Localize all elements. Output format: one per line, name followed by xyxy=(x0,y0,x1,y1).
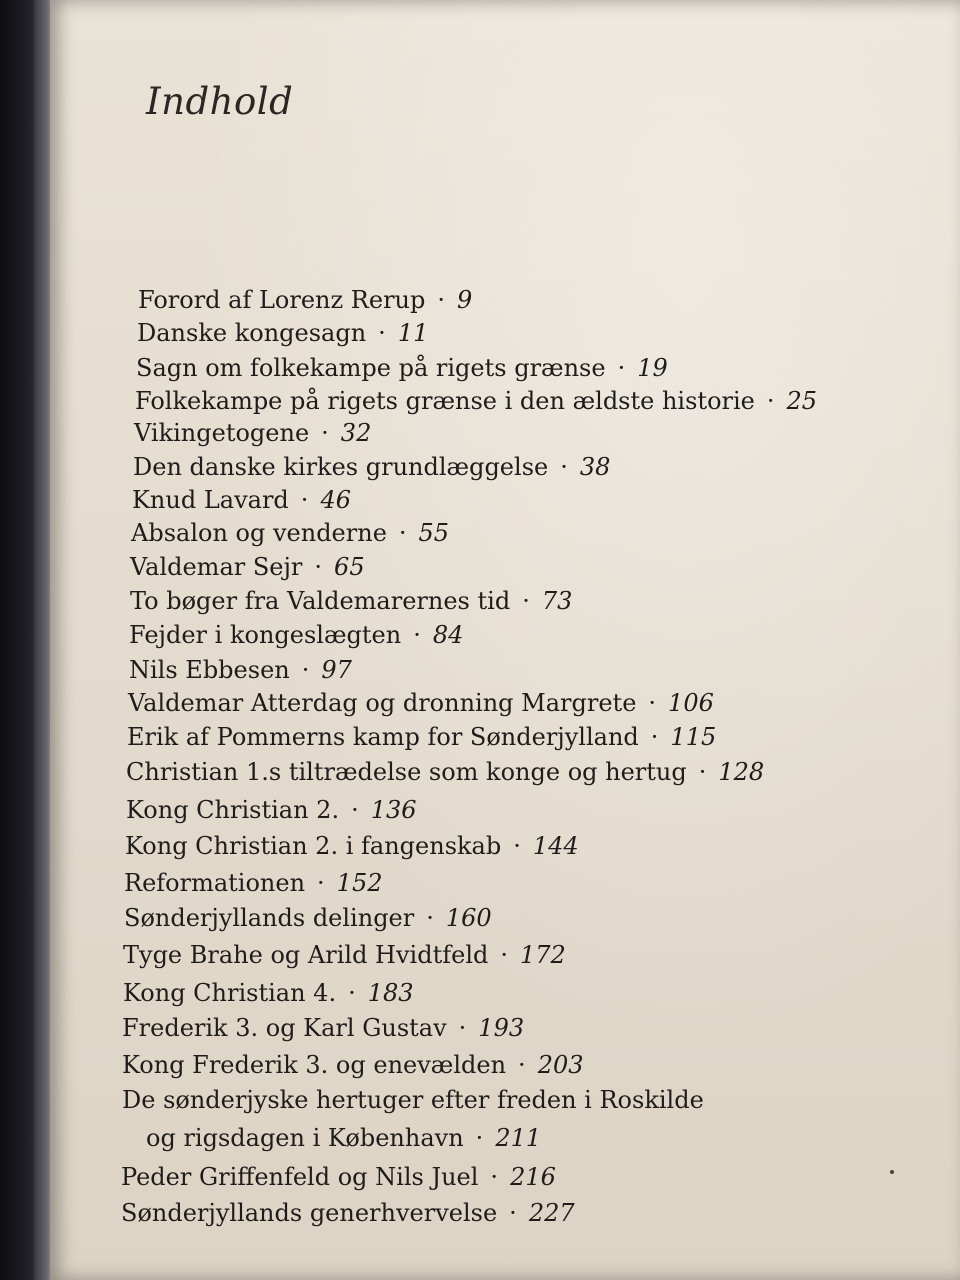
toc-entry-title: Danske kongesagn xyxy=(137,319,367,347)
toc-page-number: 115 xyxy=(670,723,717,751)
toc-separator: · xyxy=(426,904,434,932)
toc-separator: · xyxy=(766,387,775,415)
toc-entry-continuation xyxy=(122,1123,704,1153)
toc-entry xyxy=(134,418,371,448)
toc-entry-title: Nils Ebbesen xyxy=(129,656,290,684)
toc-entry xyxy=(135,386,817,416)
toc-entry xyxy=(123,978,414,1008)
toc-entry-title: Den danske kirkes grundlæggelse xyxy=(133,453,549,481)
page-title: Indhold xyxy=(146,80,294,123)
toc-entry-title: Tyge Brahe og Arild Hvidtfeld xyxy=(123,941,489,969)
toc-entry xyxy=(122,1050,584,1080)
toc-separator: · xyxy=(518,1051,526,1079)
toc-entry-title: Kong Christian 2. i fangenskab xyxy=(125,832,502,860)
toc-entry xyxy=(121,1162,556,1192)
paper-speck xyxy=(890,1170,894,1174)
toc-page-number: 211 xyxy=(495,1124,542,1152)
toc-entry xyxy=(131,518,449,548)
toc-separator: · xyxy=(513,832,521,860)
book-page xyxy=(50,0,960,1280)
toc-entry xyxy=(132,485,351,515)
toc-page-number: 73 xyxy=(541,587,573,615)
toc-entry xyxy=(121,1198,575,1228)
toc-separator: · xyxy=(490,1163,499,1191)
toc-entry-title: Sagn om folkekampe på rigets grænse xyxy=(136,354,606,382)
toc-separator: · xyxy=(458,1014,467,1042)
toc-page-number: 203 xyxy=(537,1051,584,1079)
toc-separator: · xyxy=(475,1124,484,1152)
toc-entry-title: Fejder i kongeslægten xyxy=(129,621,402,649)
toc-separator: · xyxy=(522,587,530,615)
toc-page-number: 38 xyxy=(579,453,611,481)
toc-entry-title: Valdemar Atterdag og dronning Margrete xyxy=(128,689,637,717)
toc-page-number: 152 xyxy=(336,869,383,897)
toc-page-number: 55 xyxy=(418,519,450,547)
toc-entry-title: Reformationen xyxy=(124,869,306,897)
toc-page-number: 172 xyxy=(520,941,566,969)
toc-page-number: 65 xyxy=(334,553,365,581)
toc-entry-title: De sønderjyske hertuger efter freden i Roskilde xyxy=(122,1086,704,1114)
toc-separator: · xyxy=(300,486,309,514)
toc-entry xyxy=(129,655,352,685)
toc-page-number: 32 xyxy=(340,419,372,447)
toc-entry xyxy=(125,831,579,861)
toc-separator: · xyxy=(617,354,626,382)
toc-separator: · xyxy=(650,723,659,751)
toc-page-number: 183 xyxy=(367,979,414,1007)
toc-page-number: 160 xyxy=(445,904,492,932)
toc-page-number: 193 xyxy=(478,1014,525,1042)
toc-entry-title: Frederik 3. og Karl Gustav xyxy=(122,1014,447,1042)
toc-separator: · xyxy=(317,869,325,897)
toc-entry-title: Folkekampe på rigets grænse i den ældste historie xyxy=(135,387,755,415)
table-of-contents xyxy=(50,0,960,1280)
toc-separator: · xyxy=(500,941,508,969)
toc-entry xyxy=(127,722,716,752)
toc-entry-title: Vikingetogene xyxy=(134,419,310,447)
toc-page-number: 216 xyxy=(510,1163,556,1191)
toc-entry xyxy=(124,868,382,898)
toc-separator: · xyxy=(351,796,359,824)
toc-page-number: 106 xyxy=(668,689,714,717)
toc-entry-title: Valdemar Sejr xyxy=(130,553,303,581)
toc-entry-title: Kong Frederik 3. og enevælden xyxy=(122,1051,507,1079)
toc-page-number: 144 xyxy=(532,832,579,860)
toc-separator: · xyxy=(348,979,356,1007)
toc-entry xyxy=(124,903,492,933)
toc-page-number: 136 xyxy=(370,796,417,824)
toc-separator: · xyxy=(413,621,421,649)
toc-entry xyxy=(137,318,428,348)
toc-separator: · xyxy=(509,1199,517,1227)
toc-page-number: 46 xyxy=(320,486,351,514)
toc-page-number: 25 xyxy=(786,387,818,415)
toc-entry-title: Forord af Lorenz Rerup xyxy=(138,286,426,314)
toc-entry xyxy=(123,940,566,970)
toc-entry xyxy=(129,620,463,650)
toc-entry xyxy=(122,1013,524,1043)
toc-entry-title: Knud Lavard xyxy=(132,486,289,514)
toc-page-number: 84 xyxy=(432,621,464,649)
toc-entry xyxy=(133,452,610,482)
toc-entry-multiline xyxy=(122,1085,704,1153)
toc-entry xyxy=(126,757,764,787)
toc-entry-title: Absalon og venderne xyxy=(131,519,387,547)
toc-entry-title: To bøger fra Valdemarernes tid xyxy=(130,587,511,615)
toc-separator: · xyxy=(437,286,445,314)
toc-entry xyxy=(130,552,365,582)
toc-page-number: 19 xyxy=(637,354,668,382)
toc-entry xyxy=(128,688,714,718)
toc-separator: · xyxy=(314,553,323,581)
toc-entry xyxy=(136,353,668,383)
toc-entry-title: Sønderjyllands generhvervelse xyxy=(121,1199,498,1227)
toc-separator: · xyxy=(398,519,407,547)
toc-entry xyxy=(130,586,572,616)
toc-entry xyxy=(138,285,472,315)
toc-page-number: 11 xyxy=(397,319,429,347)
toc-separator: · xyxy=(321,419,329,447)
toc-entry-title: Sønderjyllands delinger xyxy=(124,904,415,932)
toc-separator: · xyxy=(301,656,310,684)
toc-entry-title: Peder Griffenfeld og Nils Juel xyxy=(121,1163,479,1191)
toc-entry xyxy=(126,795,417,825)
toc-separator: · xyxy=(560,453,568,481)
toc-page-number: 227 xyxy=(528,1199,575,1227)
toc-separator: · xyxy=(648,689,657,717)
toc-page-number: 97 xyxy=(321,656,352,684)
toc-entry-title: Kong Christian 4. xyxy=(123,979,337,1007)
toc-entry-title: Christian 1.s tiltrædelse som konge og hertug xyxy=(126,758,687,786)
toc-entry-title: Kong Christian 2. xyxy=(126,796,340,824)
toc-page-number: 128 xyxy=(718,758,765,786)
toc-separator: · xyxy=(378,319,386,347)
toc-entry-title: Erik af Pommerns kamp for Sønderjylland xyxy=(127,723,639,751)
toc-separator: · xyxy=(698,758,707,786)
background-shadow xyxy=(0,0,34,1280)
toc-entry-title-continued: og rigsdagen i København xyxy=(146,1124,464,1152)
toc-page-number: 9 xyxy=(457,286,473,314)
